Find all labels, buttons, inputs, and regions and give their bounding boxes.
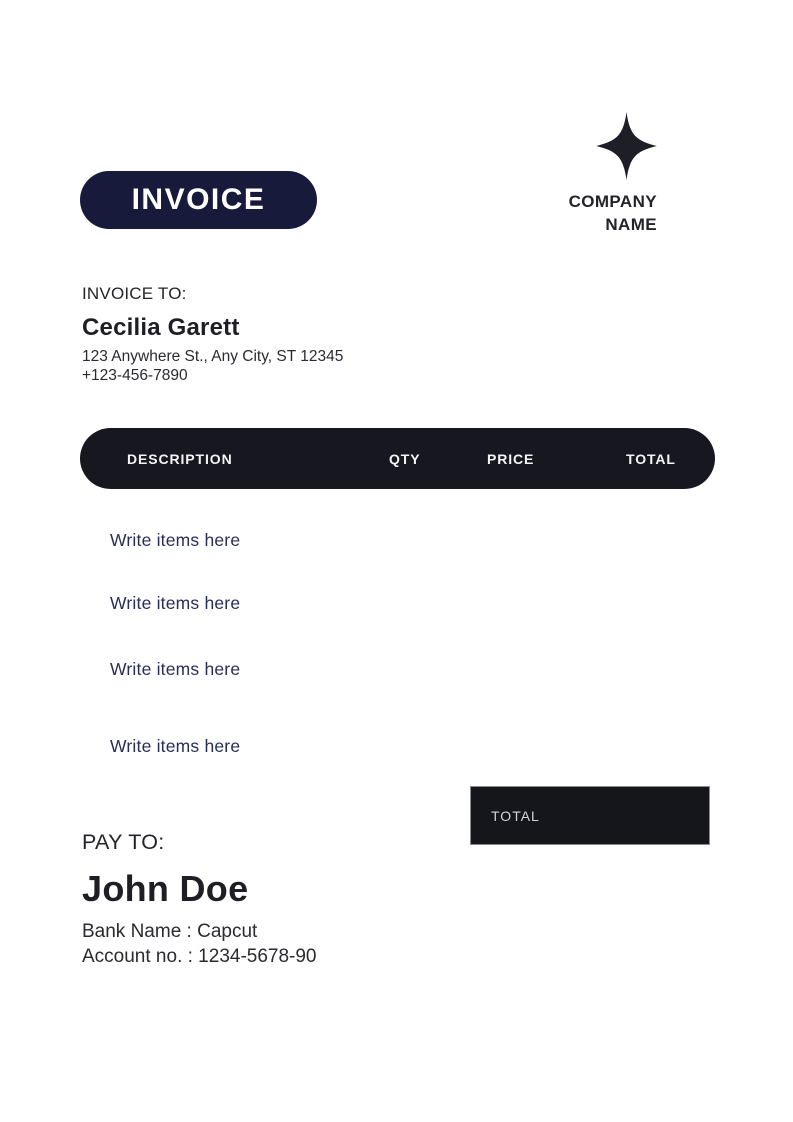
item-placeholder[interactable]: Write items here	[110, 530, 241, 550]
invoice-title: INVOICE	[131, 183, 266, 216]
column-header-total: TOTAL	[626, 450, 676, 467]
client-address: 123 Anywhere St., Any City, ST 12345	[82, 348, 344, 365]
item-placeholder[interactable]: Write items here	[110, 593, 241, 613]
column-header-qty: QTY	[389, 450, 421, 467]
client-name: Cecilia Garett	[82, 314, 240, 341]
account-number: Account no. : 1234-5678-90	[82, 946, 317, 967]
column-header-description: DESCRIPTION	[127, 450, 233, 467]
pay-to-label: PAY TO:	[82, 830, 165, 854]
total-box	[470, 786, 710, 845]
item-placeholder[interactable]: Write items here	[110, 736, 241, 756]
invoice-title-badge	[80, 171, 317, 229]
company-name-line2: NAME	[605, 215, 657, 234]
invoice-to-label: INVOICE TO:	[82, 284, 187, 303]
client-phone: +123-456-7890	[82, 367, 188, 384]
company-name	[460, 190, 657, 236]
item-placeholder[interactable]: Write items here	[110, 659, 241, 679]
payee-name: John Doe	[82, 868, 249, 909]
items-table-header	[80, 428, 715, 489]
company-name-line1: COMPANY	[568, 192, 657, 211]
bank-name: Bank Name : Capcut	[82, 921, 258, 942]
total-label: TOTAL	[491, 807, 540, 824]
column-header-price: PRICE	[487, 450, 535, 467]
four-point-star-icon	[596, 112, 657, 180]
